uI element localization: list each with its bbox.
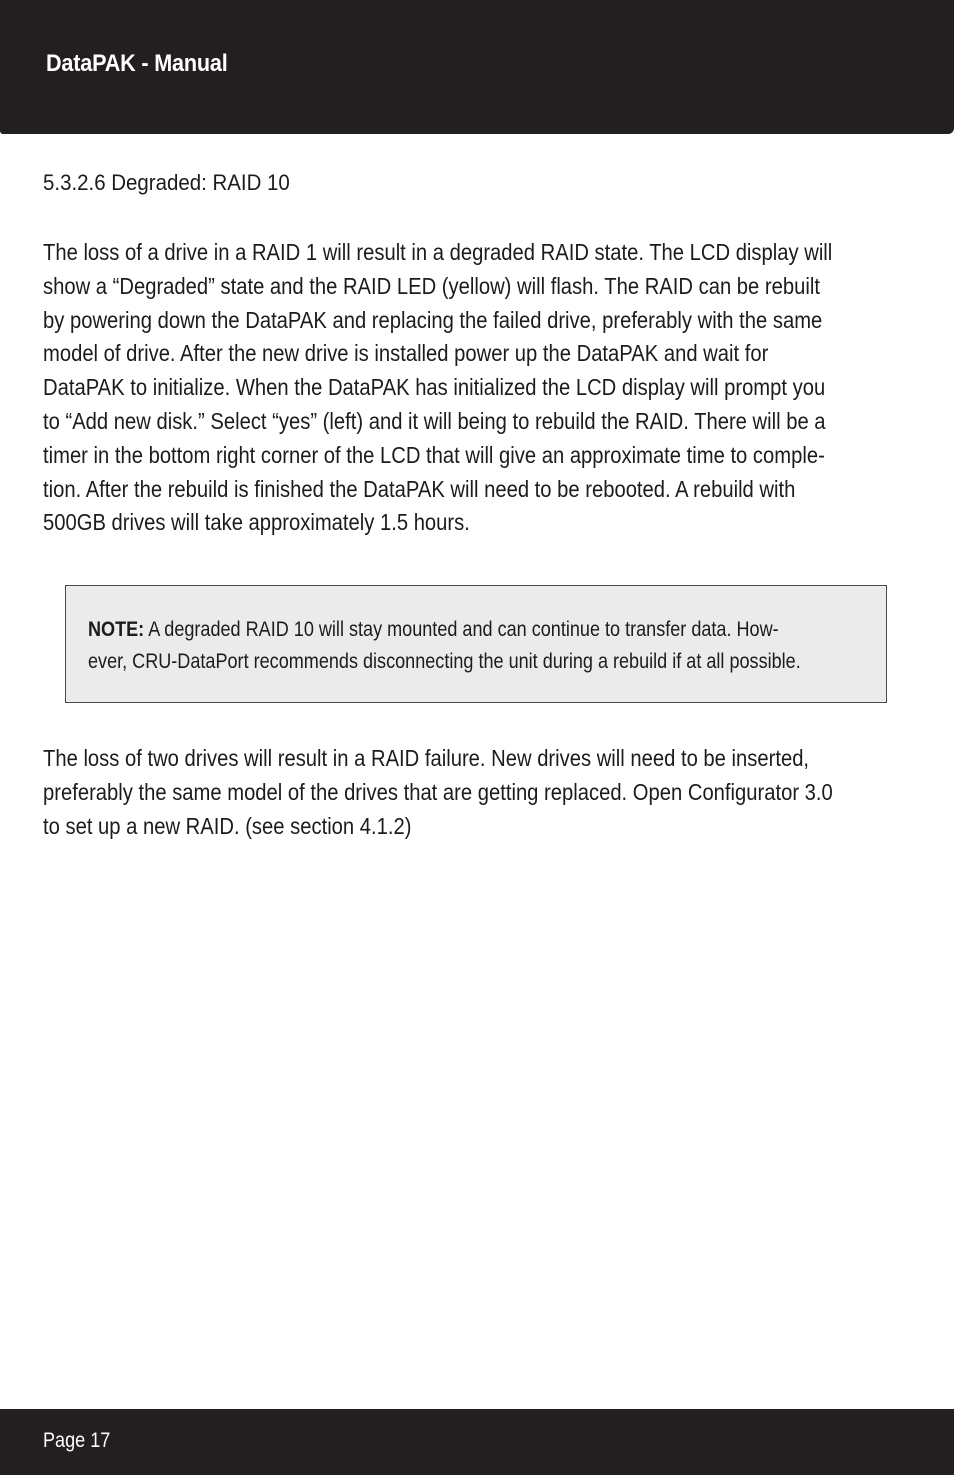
paragraph-line: The loss of two drives will result in a RAID failure. New drives will need to be inserted, (43, 745, 810, 771)
paragraph-line: preferably the same model of the drives that are getting replaced. Open Configurator 3.0 (43, 778, 833, 805)
paragraph-line: to “Add new disk.” Select “yes” (left) and it will being to rebuild the RAID. There will be a (43, 407, 826, 434)
paragraph-line: model of drive. After the new drive is installed power up the DataPAK and wait for (43, 340, 769, 367)
page-number: Page 17 (43, 1429, 111, 1452)
document-title: DataPAK - Manual (46, 50, 228, 77)
paragraph-line: 500GB drives will take approximately 1.5 hours. (43, 509, 470, 536)
paragraph-line: timer in the bottom right corner of the LCD that will give an approximate time to comple- (43, 441, 825, 468)
note-line (88, 614, 801, 646)
paragraph-line: The loss of a drive in a RAID 1 will result in a degraded RAID state. The LCD display will (43, 239, 833, 265)
section-heading: 5.3.2.6 Degraded: RAID 10 (43, 170, 290, 195)
main-content (43, 170, 923, 540)
paragraph-line: by powering down the DataPAK and replacing the failed drive, preferably with the same (43, 306, 823, 333)
note-text (88, 614, 917, 678)
paragraph-raid-failure (43, 742, 923, 843)
footer-bar (0, 1409, 954, 1475)
paragraph-line: show a “Degraded” state and the RAID LED (yellow) will flash. The RAID can be rebuilt (43, 272, 820, 299)
note-label: NOTE: (88, 618, 145, 641)
note-line-text: A degraded RAID 10 will stay mounted and can continue to transfer data. How- (144, 618, 779, 641)
paragraph-line: DataPAK to initialize. When the DataPAK has initialized the LCD display will prompt you (43, 374, 826, 401)
note-line: ever, CRU-DataPort recommends disconnecting the unit during a rebuild if at all possible. (88, 650, 801, 673)
header-bar (0, 0, 954, 134)
paragraph-line: tion. After the rebuild is finished the DataPAK will need to be rebooted. A rebuild with (43, 475, 796, 502)
paragraph-line: to set up a new RAID. (see section 4.1.2) (43, 812, 412, 839)
paragraph-degraded-raid (43, 236, 923, 540)
note-box (65, 585, 887, 703)
